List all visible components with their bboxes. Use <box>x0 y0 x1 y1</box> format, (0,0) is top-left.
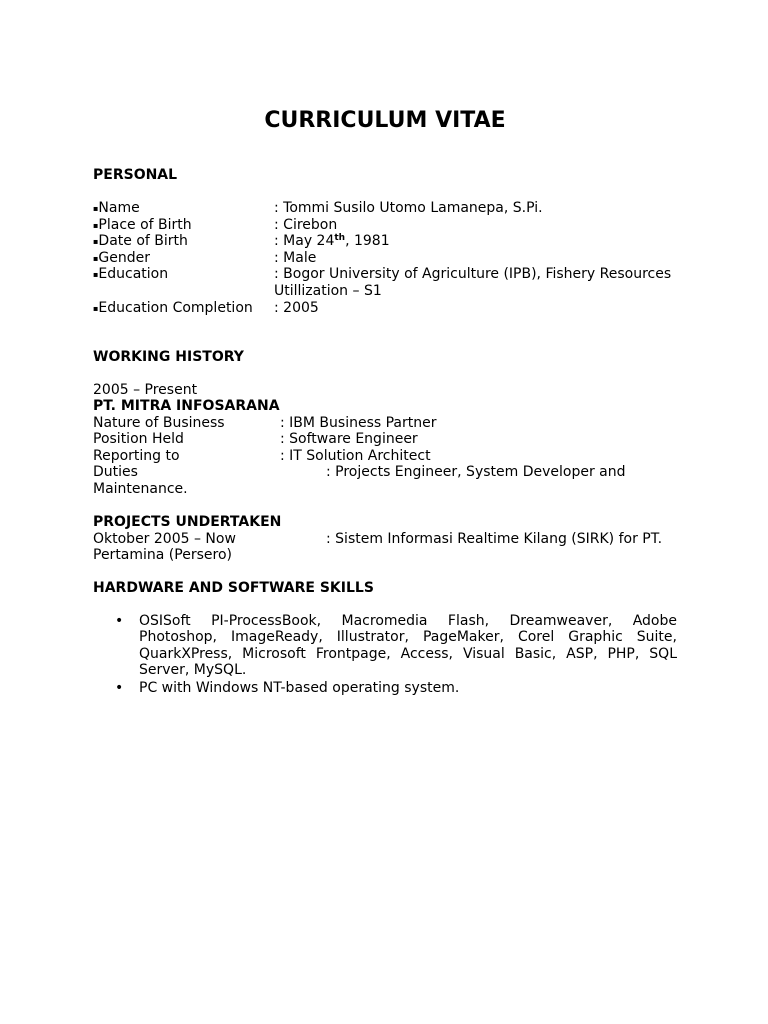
field-value: : IBM Business Partner <box>280 414 437 431</box>
square-bullet-icon: ▪ <box>93 303 99 313</box>
project-period: Oktober 2005 – Now <box>93 530 236 547</box>
field-value: : 2005 <box>274 299 319 316</box>
field-label: Duties <box>93 464 138 480</box>
field-value: : IT Solution Architect <box>280 447 431 464</box>
projects-heading: PROJECTS UNDERTAKEN <box>93 514 282 530</box>
bullet-icon: • <box>115 679 124 696</box>
field-label: Place of Birth <box>98 216 192 233</box>
field-value: : Bogor University of Agriculture (IPB), Fishery Resources <box>274 266 672 282</box>
skills-heading: HARDWARE AND SOFTWARE SKILLS <box>93 580 374 596</box>
field-value: : Tommi Susilo Utomo Lamanepa, S.Pi. <box>274 200 543 216</box>
field-label: Position Held <box>93 431 184 447</box>
field-value: : Cirebon <box>274 216 338 233</box>
project-description-continued: Pertamina (Persero) <box>93 547 232 563</box>
field-value-continued: Maintenance. <box>93 480 188 497</box>
square-bullet-icon: ▪ <box>93 253 99 263</box>
field-label: Name <box>98 200 140 216</box>
field-value: : Software Engineer <box>280 431 418 447</box>
company-name: PT. MITRA INFOSARANA <box>93 398 280 414</box>
square-bullet-icon: ▪ <box>93 270 99 279</box>
document-title: CURRICULUM VITAE <box>264 108 506 133</box>
field-value: : May 24th, 1981 <box>274 233 390 249</box>
field-label: Nature of Business <box>93 414 225 431</box>
field-value: : Projects Engineer, System Developer and <box>326 464 626 480</box>
field-value-continued: Utillization – S1 <box>274 282 382 299</box>
square-bullet-icon: ▪ <box>93 204 99 213</box>
field-label: Reporting to <box>93 447 180 464</box>
square-bullet-icon: ▪ <box>93 237 99 246</box>
field-label: Gender <box>98 249 151 266</box>
working-heading: WORKING HISTORY <box>93 349 244 365</box>
personal-heading: PERSONAL <box>93 167 178 183</box>
skill-text: OSISoft PI-ProcessBook, Macromedia Flash, Dreamweaver, Adobe Photoshop, ImageReady, Illustrator, PageMaker, Corel Graphic Suite, QuarkXPress, Microsoft Frontpage, Access, Visual Basic, ASP, PHP, SQL Server, MySQL. <box>139 612 677 678</box>
skill-text: PC with Windows NT-based operating system. <box>139 679 460 696</box>
field-label: Education <box>98 266 169 282</box>
working-period: 2005 – Present <box>93 381 198 398</box>
field-label: Date of Birth <box>98 233 188 249</box>
bullet-icon: • <box>115 612 124 629</box>
field-label: Education Completion <box>98 299 253 316</box>
field-value: : Male <box>274 249 317 266</box>
square-bullet-icon: ▪ <box>93 220 99 230</box>
project-description: : Sistem Informasi Realtime Kilang (SIRK) for PT. <box>326 530 663 547</box>
